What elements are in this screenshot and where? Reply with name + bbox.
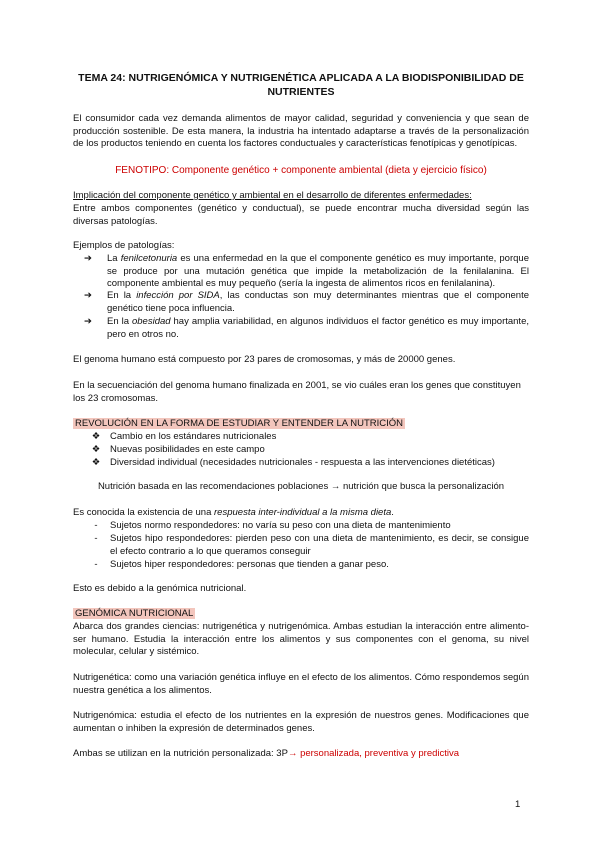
nutricion-personalizada: Ambas se utilizan en la nutrición personalizada: 3P→ personalizada, preventiva y predictiva bbox=[73, 748, 460, 759]
dash-bullet-icon: - bbox=[94, 520, 98, 531]
implicacion-heading: Implicación del componente genético y ambiental en el desarrollo de diferentes enfermedades: bbox=[73, 190, 472, 201]
arrow-bullet-icon: ➔ bbox=[84, 290, 92, 301]
ejemplos-heading: Ejemplos de patologías: bbox=[73, 240, 175, 251]
dash-bullet-icon: - bbox=[94, 533, 98, 544]
personalization-transition: Nutrición basada en las recomendaciones poblaciones → nutrición que busca la personalización bbox=[97, 481, 505, 492]
revolucion-heading: REVOLUCIÓN EN LA FORMA DE ESTUDIAR Y ENTENDER LA NUTRICIÓN bbox=[75, 418, 403, 429]
fenotipo-definition: FENOTIPO: Componente genético + componente ambiental (dieta y ejercicio físico) bbox=[115, 165, 487, 176]
nutrigenetica-paragraph: Nutrigenética: como una variación genética influye en el efecto de los alimentos. Cómo respondemos según nuestra genética a los alimentos. bbox=[73, 672, 529, 696]
dash-bullet-icon: - bbox=[94, 559, 98, 570]
page-number: 1 bbox=[515, 799, 521, 810]
genomica-text: Abarca dos grandes ciencias: nutrigenética y nutrigenómica. Ambas estudian la interacción entre alimento-ser humano. Estudia la interacción entre los alimentos y sus componentes con el genoma, su nivel molecular, celular y sistémico. bbox=[73, 621, 529, 658]
diamond-bullet-icon: ❖ bbox=[91, 457, 101, 468]
implicacion-text: Entre ambos componentes (genético y conductual), se puede encontrar mucha diversidad según las diversas patologías. bbox=[73, 203, 529, 227]
diamond-bullet-icon: ❖ bbox=[91, 431, 101, 442]
diamond-bullet-icon: ❖ bbox=[91, 444, 101, 455]
secuenciacion-paragraph: En la secuenciación del genoma humano finalizada en 2001, se vio cuáles eran los genes que constituyen los 23 cromosomas. bbox=[73, 380, 521, 404]
page-title: TEMA 24: NUTRIGENÓMICA Y NUTRIGENÉTICA APLICADA A LA BIODISPONIBILIDAD DE NUTRIENTES bbox=[78, 72, 524, 98]
genoma-paragraph: El genoma humano está compuesto por 23 pares de cromosomas, y más de 20000 genes. bbox=[73, 354, 456, 365]
respuesta-conclusion: Esto es debido a la genómica nutricional. bbox=[73, 583, 247, 594]
arrow-bullet-icon: ➔ bbox=[84, 316, 92, 327]
arrow-bullet-icon: ➔ bbox=[84, 253, 92, 264]
intro-paragraph: El consumidor cada vez demanda alimentos de mayor calidad, seguridad y conveniencia y que sean de producción sostenible. De esta manera, la industria ha intentado adaptarse a través de la personalización de los productos teniendo en cuenta los factores conductuales y características fenotípicas y genotípicas. bbox=[73, 113, 529, 150]
genomica-heading: GENÓMICA NUTRICIONAL bbox=[75, 608, 194, 619]
respuesta-intro: Es conocida la existencia de una respuesta inter-individual a la misma dieta. bbox=[73, 507, 394, 518]
nutrigenomica-paragraph: Nutrigenómica: estudia el efecto de los nutrientes en la expresión de nuestros genes. Modificaciones que aumentan o inhiben la expresión de determinados genes. bbox=[73, 710, 529, 734]
document-page: TEMA 24: NUTRIGENÓMICA Y NUTRIGENÉTICA APLICADA A LA BIODISPONIBILIDAD DE NUTRIENTES El consumidor cada vez demanda alimentos de mayor calidad, seguridad y conveniencia y que sean de producción sostenible. De esta manera, la industria ha intentado adaptarse a través de la personalización de los productos teniendo en cuenta los factores conductuales y características fenotípicas y genotípicas. FENOTIPO: Componente genético + componente ambiental (dieta y ejercicio físico) Implicación del componente genético y ambiental en el desarrollo de diferentes enfermedades: Entre ambos componentes (genético y conductual), se puede encontrar mucha diversidad según las diversas patologías. Ejemplos de patologías: ➔ La fenilcetonuria es una enfermedad en la que el componente genético es muy importante, porque se produce por una mutación genética que impide la metabolización de la fenilalanina. El componente ambiental es muy pequeño (sería la ingesta de alimentos ricos en fenilalanina). ➔ En la infección por SIDA, las conductas son muy determinantes mientras que el componente genético tiene poca influencia. ➔ En la obesidad hay amplia variabilidad, en algunos individuos el factor genético es muy importante, pero en otros no. El genoma humano está compuesto por 23 pares de cromosomas, y más de 20000 genes. En la secuenciación del genoma humano finalizada en 2001, se vio cuáles eran los genes que constituyen los 23 cromosomas. REVOLUCIÓN EN LA FORMA DE ESTUDIAR Y ENTENDER LA NUTRICIÓN ❖ Cambio en los estándares nutricionales ❖ Nuevas posibilidades en este campo ❖ Diversidad individual (necesidades nutricionales - respuesta a las intervenciones dietéticas) Nutrición basada en las recomendaciones poblaciones → nutrición que busca la personalización Es conocida la existencia de una respuesta inter-individual a la misma dieta. - Sujetos normo respondedores: no varía su peso con una dieta de mantenimiento - Sujetos hipo respondedores: pierden peso con una dieta de mantenimiento, es decir, se consigue el efecto contrario a lo que queramos conseguir - Sujetos hiper respondedores: personas que tienden a ganar peso. Esto es debido a la genómica nutricional. GENÓMICA NUTRICIONAL Abarca dos grandes ciencias: nutrigenética y nutrigenómica. Ambas estudian la interacción entre alimento-ser humano. Estudia la interacción entre los alimentos y sus componentes con el genoma, su nivel molecular, celular y sistémico. Nutrigenética: como una variación genética influye en el efecto de los alimentos. Cómo respondemos según nuestra genética a los alimentos. Nutrigenómica: estudia el efecto de los nutrientes en la expresión de nuestros genes. Modificaciones que aumentan o inhiben la expresión de determinados genes. Ambas se utilizan en la nutrición personalizada: 3P→ personalizada, preventiva y predictiva 1 bbox=[73, 72, 529, 810]
